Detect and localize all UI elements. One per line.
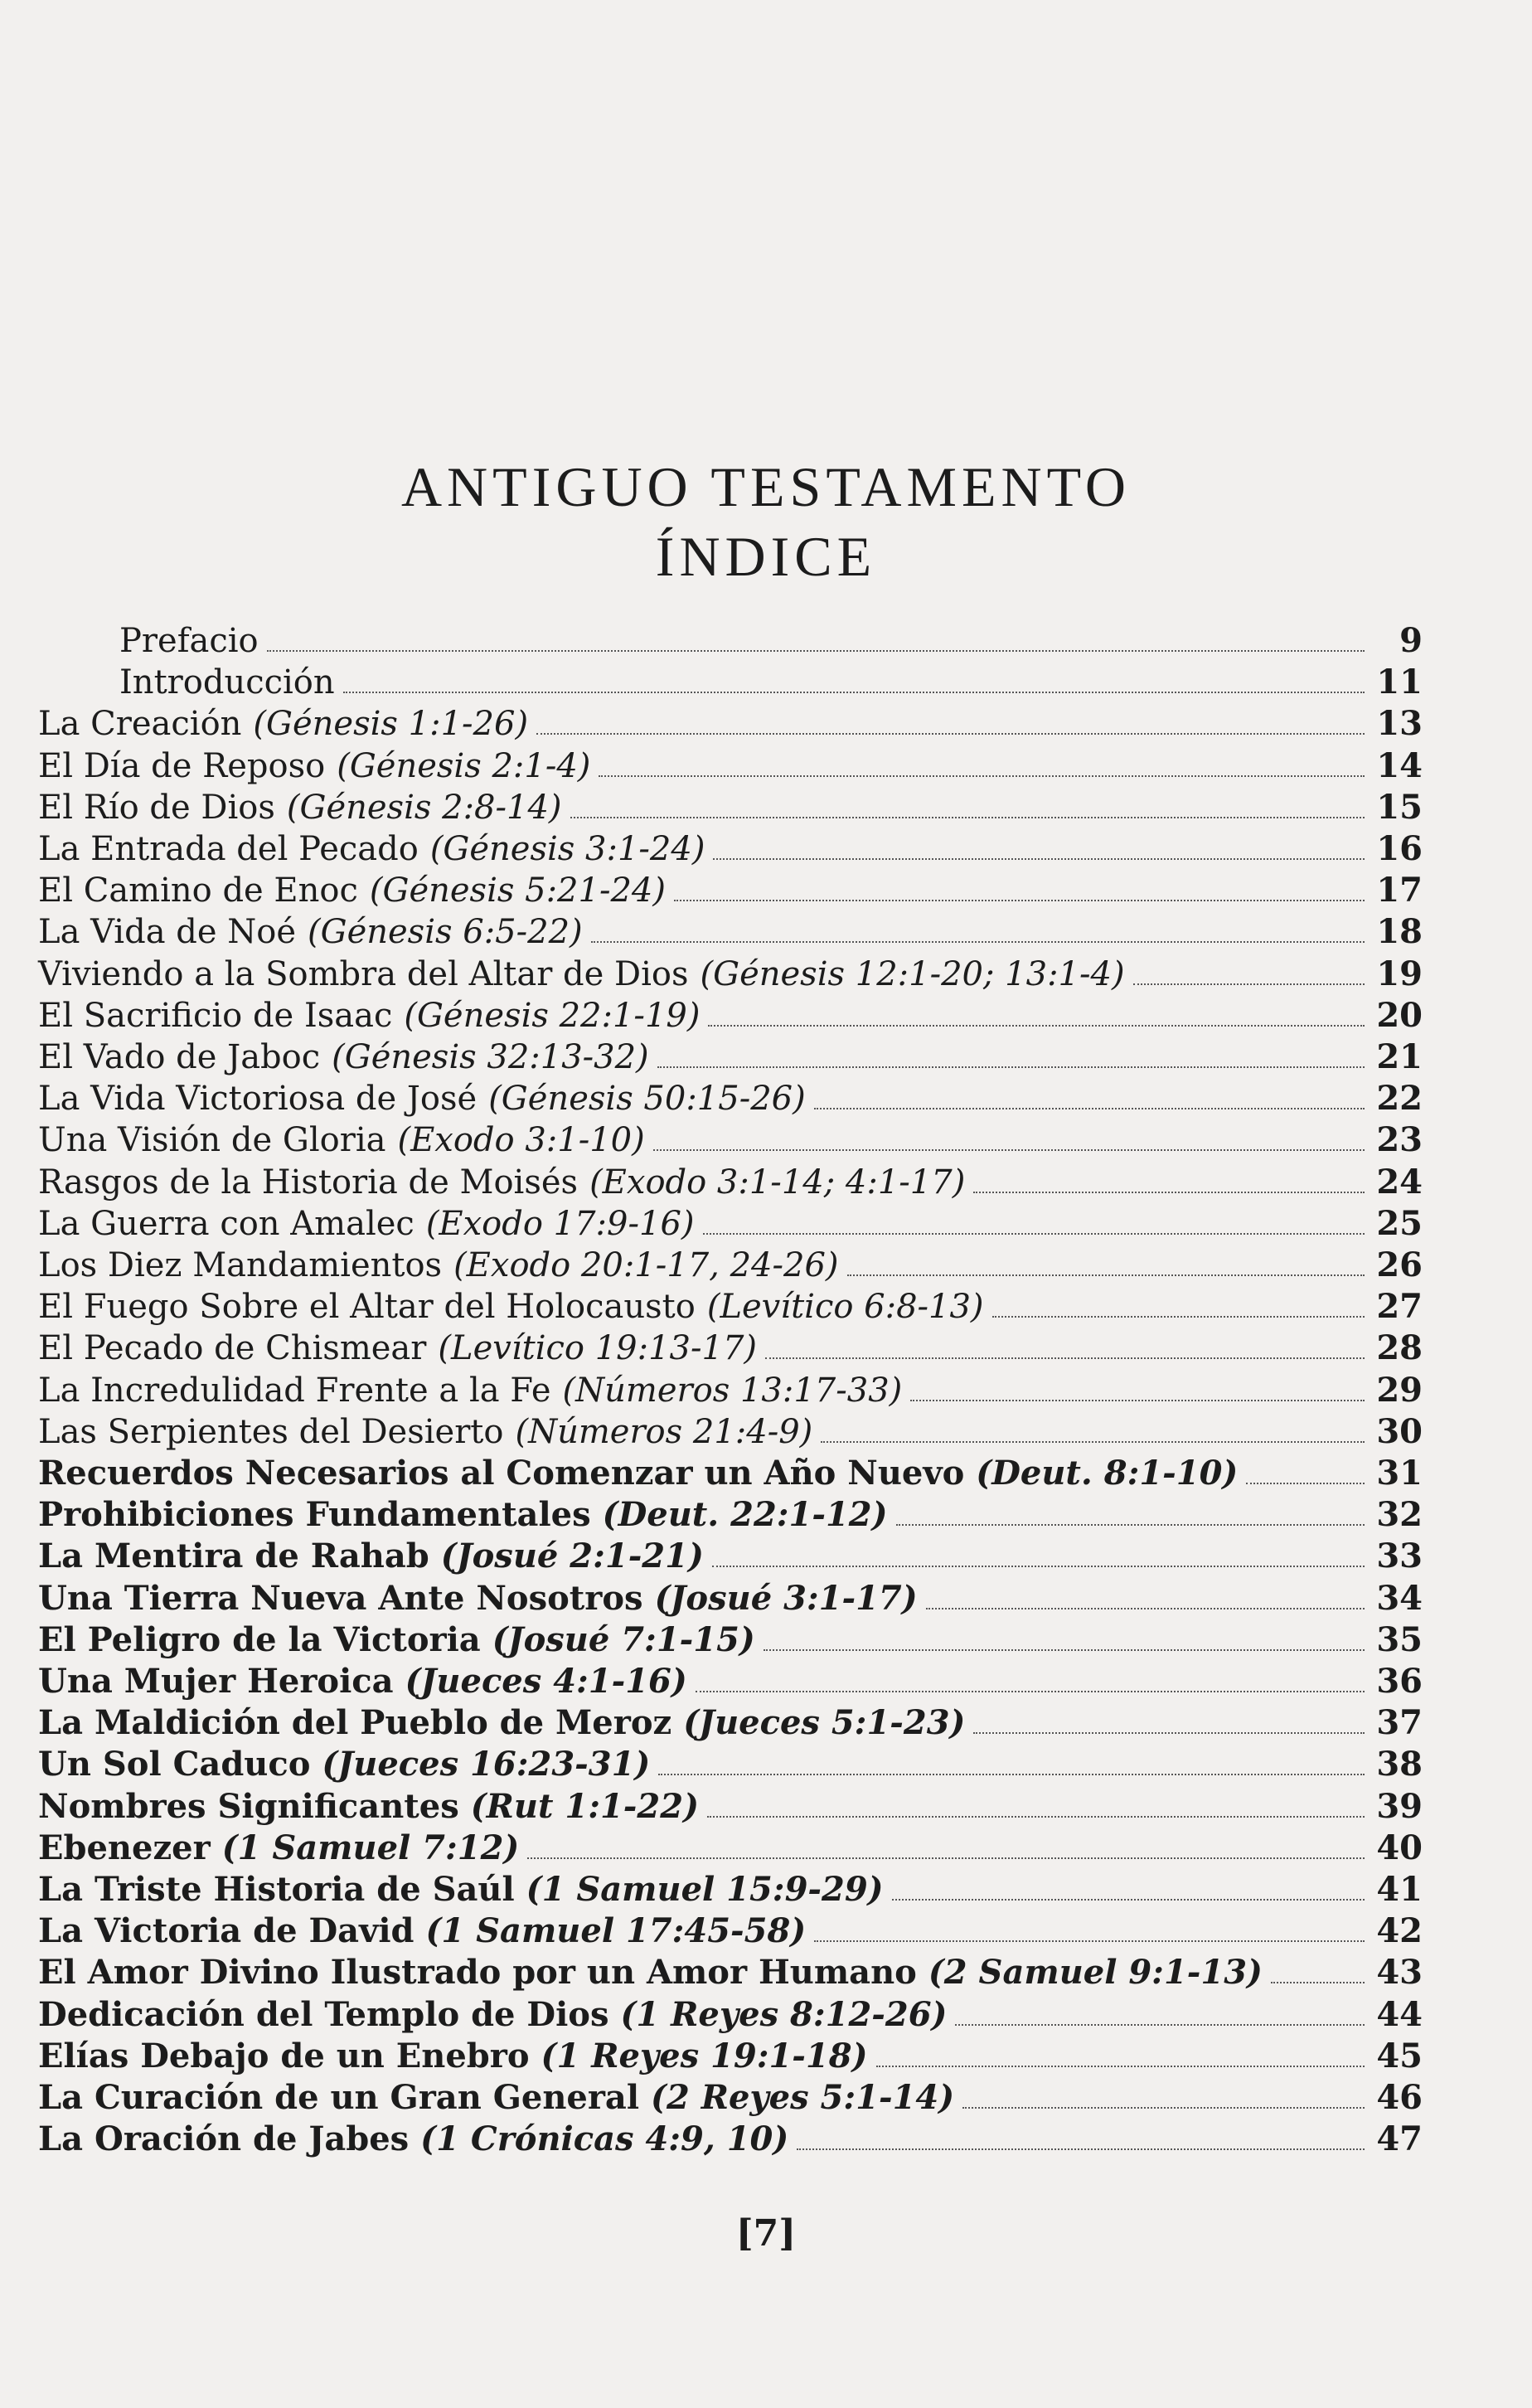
scripture-reference: (Génesis 5:21-24) bbox=[369, 871, 666, 910]
entry-title: La Entrada del Pecado bbox=[38, 830, 419, 868]
scripture-reference: (Números 13:17-33) bbox=[562, 1371, 903, 1410]
entry-page-number: 45 bbox=[1376, 2037, 1423, 2075]
entry-title: La Vida Victoriosa de José bbox=[38, 1080, 478, 1118]
dot-leader bbox=[892, 1899, 1365, 1901]
dot-leader bbox=[599, 775, 1365, 777]
scripture-reference: (1 Reyes 8:12-26) bbox=[620, 1995, 948, 2034]
entry-title: Una Visión de Gloria bbox=[38, 1121, 386, 1159]
toc-entry bbox=[119, 620, 1423, 662]
toc-entry bbox=[38, 1453, 1423, 1494]
dot-leader bbox=[527, 1857, 1365, 1859]
toc-entry bbox=[38, 1245, 1423, 1286]
entry-page-number: 34 bbox=[1376, 1579, 1423, 1618]
entry-title: Prefacio bbox=[119, 622, 259, 660]
toc-entry bbox=[38, 745, 1423, 787]
dot-leader bbox=[713, 858, 1365, 860]
scripture-reference: (Génesis 3:1-24) bbox=[429, 830, 705, 868]
entry-title: Prohibiciones Fundamentales bbox=[38, 1495, 591, 1534]
scripture-reference: (Jueces 5:1-23) bbox=[683, 1703, 966, 1742]
entry-title: El Camino de Enoc bbox=[38, 871, 358, 910]
toc-entry bbox=[38, 828, 1423, 870]
dot-leader bbox=[821, 1441, 1365, 1443]
page-number: [7] bbox=[735, 2212, 797, 2255]
toc-entry bbox=[119, 662, 1423, 703]
dot-leader bbox=[973, 1732, 1365, 1734]
entry-page-number: 13 bbox=[1376, 704, 1423, 743]
scripture-reference: (Génesis 6:5-22) bbox=[308, 913, 583, 951]
toc-entry bbox=[38, 703, 1423, 745]
entry-page-number: 39 bbox=[1376, 1787, 1423, 1826]
toc-entry bbox=[38, 1411, 1423, 1453]
toc-entry bbox=[38, 1786, 1423, 1828]
dot-leader bbox=[591, 941, 1365, 943]
entry-title: Una Tierra Nueva Ante Nosotros bbox=[38, 1579, 643, 1618]
entry-title: Ebenezer bbox=[38, 1828, 211, 1867]
entry-title: La Curación de un Gran General bbox=[38, 2078, 640, 2117]
toc-entry bbox=[38, 1037, 1423, 1078]
entry-title: Los Diez Mandamientos bbox=[38, 1246, 443, 1284]
scripture-reference: (Exodo 17:9-16) bbox=[425, 1205, 695, 1243]
dot-leader bbox=[707, 1816, 1365, 1818]
dot-leader bbox=[674, 900, 1365, 901]
scripture-reference: (Rut 1:1-22) bbox=[470, 1787, 699, 1826]
scripture-reference: (Exodo 3:1-14; 4:1-17) bbox=[589, 1163, 966, 1202]
entry-page-number: 17 bbox=[1376, 871, 1423, 910]
entry-title: El Sacrificio de Isaac bbox=[38, 997, 393, 1035]
entry-title: El Peligro de la Victoria bbox=[38, 1620, 481, 1659]
entry-page-number: 22 bbox=[1376, 1079, 1423, 1118]
entry-page-number: 42 bbox=[1376, 1911, 1423, 1950]
entry-title: La Mentira de Rahab bbox=[38, 1537, 429, 1575]
scripture-reference: (1 Crónicas 4:9, 10) bbox=[420, 2119, 789, 2158]
entry-page-number: 20 bbox=[1376, 996, 1423, 1035]
dot-leader bbox=[1246, 1483, 1365, 1484]
toc-entry bbox=[38, 870, 1423, 911]
dot-leader bbox=[696, 1691, 1365, 1692]
entry-page-number: 24 bbox=[1376, 1163, 1423, 1202]
entry-title: La Triste Historia de Saúl bbox=[38, 1870, 515, 1909]
entry-page-number: 46 bbox=[1376, 2078, 1423, 2117]
entry-page-number: 21 bbox=[1376, 1037, 1423, 1076]
scripture-reference: (Josué 2:1-21) bbox=[440, 1537, 704, 1575]
scripture-reference: (Génesis 32:13-32) bbox=[332, 1038, 649, 1076]
dot-leader bbox=[536, 733, 1365, 735]
scripture-reference: (2 Samuel 9:1-13) bbox=[928, 1953, 1263, 1992]
toc-entry bbox=[38, 1370, 1423, 1411]
toc-entry bbox=[38, 1702, 1423, 1744]
entry-page-number: 37 bbox=[1376, 1703, 1423, 1742]
toc-entry bbox=[38, 1744, 1423, 1785]
toc-entry bbox=[38, 1619, 1423, 1661]
entry-page-number: 19 bbox=[1376, 954, 1423, 993]
dot-leader bbox=[992, 1316, 1365, 1318]
entry-title: Recuerdos Necesarios al Comenzar un Año Nuevo bbox=[38, 1454, 965, 1493]
entry-page-number: 27 bbox=[1376, 1287, 1423, 1326]
toc-entry bbox=[38, 1162, 1423, 1203]
dot-leader bbox=[797, 2148, 1365, 2150]
toc-entry bbox=[38, 995, 1423, 1037]
dot-leader bbox=[847, 1274, 1365, 1276]
toc-entry bbox=[38, 1203, 1423, 1245]
entry-title: La Maldición del Pueblo de Meroz bbox=[38, 1703, 672, 1742]
section-heading: ANTIGUO TESTAMENTO bbox=[400, 455, 1132, 518]
dot-leader bbox=[910, 1400, 1365, 1401]
scripture-reference: (Deut. 22:1-12) bbox=[602, 1495, 888, 1534]
scripture-reference: (Números 21:4-9) bbox=[515, 1413, 813, 1451]
dot-leader bbox=[926, 1608, 1365, 1609]
toc-entry bbox=[38, 2119, 1423, 2160]
toc-entry bbox=[38, 1494, 1423, 1536]
entry-title: El Vado de Jaboc bbox=[38, 1038, 321, 1076]
scripture-reference: (Josué 7:1-15) bbox=[492, 1620, 755, 1659]
entry-page-number: 30 bbox=[1376, 1412, 1423, 1451]
scripture-reference: (Jueces 16:23-31) bbox=[322, 1745, 651, 1784]
dot-leader bbox=[955, 2024, 1365, 2026]
index-heading: ÍNDICE bbox=[655, 525, 877, 588]
entry-page-number: 25 bbox=[1376, 1204, 1423, 1243]
dot-leader bbox=[570, 817, 1365, 818]
dot-leader bbox=[876, 2066, 1365, 2067]
scripture-reference: (Josué 3:1-17) bbox=[654, 1579, 918, 1618]
scripture-reference: (1 Reyes 19:1-18) bbox=[541, 2037, 868, 2075]
toc-entry bbox=[38, 2077, 1423, 2119]
entry-page-number: 40 bbox=[1376, 1828, 1423, 1867]
scripture-reference: (1 Samuel 17:45-58) bbox=[425, 1911, 807, 1950]
entry-page-number: 43 bbox=[1376, 1953, 1423, 1992]
dot-leader bbox=[973, 1192, 1365, 1193]
entry-title: Viviendo a la Sombra del Altar de Dios bbox=[38, 955, 689, 993]
entry-page-number: 47 bbox=[1376, 2119, 1423, 2158]
toc-entry bbox=[38, 1661, 1423, 1702]
toc-entry bbox=[38, 1286, 1423, 1328]
dot-leader bbox=[712, 1566, 1365, 1567]
toc-entry bbox=[38, 1328, 1423, 1369]
entry-page-number: 33 bbox=[1376, 1537, 1423, 1575]
entry-title: Rasgos de la Historia de Moisés bbox=[38, 1163, 579, 1202]
dot-leader bbox=[267, 650, 1365, 652]
entry-page-number: 41 bbox=[1376, 1870, 1423, 1909]
dot-leader bbox=[708, 1025, 1365, 1027]
entry-title: La Guerra con Amalec bbox=[38, 1205, 415, 1243]
dot-leader bbox=[657, 1066, 1365, 1068]
scripture-reference: (Génesis 12:1-20; 13:1-4) bbox=[700, 955, 1125, 993]
scripture-reference: (1 Samuel 7:12) bbox=[221, 1828, 520, 1867]
entry-title: Las Serpientes del Desierto bbox=[38, 1413, 504, 1451]
dot-leader bbox=[814, 1108, 1365, 1109]
entry-title: El Fuego Sobre el Altar del Holocausto bbox=[38, 1288, 696, 1326]
entry-title: La Incredulidad Frente a la Fe bbox=[38, 1371, 551, 1410]
entry-page-number: 28 bbox=[1376, 1328, 1423, 1367]
dot-leader bbox=[343, 692, 1365, 693]
scripture-reference: (Génesis 22:1-19) bbox=[404, 997, 701, 1035]
scripture-reference: (Exodo 20:1-17, 24-26) bbox=[453, 1246, 839, 1284]
dot-leader bbox=[765, 1357, 1365, 1359]
scripture-reference: (Levítico 19:13-17) bbox=[438, 1329, 757, 1367]
scripture-reference: (Jueces 4:1-16) bbox=[405, 1662, 687, 1701]
scripture-reference: (1 Samuel 15:9-29) bbox=[526, 1870, 884, 1909]
entry-page-number: 31 bbox=[1376, 1454, 1423, 1493]
entry-title: El Día de Reposo bbox=[38, 747, 326, 785]
entry-title: La Vida de Noé bbox=[38, 913, 297, 951]
toc-entry bbox=[38, 787, 1423, 828]
toc-entry bbox=[38, 1536, 1423, 1577]
entry-page-number: 32 bbox=[1376, 1495, 1423, 1534]
dot-leader bbox=[703, 1233, 1365, 1235]
entry-title: La Creación bbox=[38, 705, 242, 743]
scripture-reference: (2 Reyes 5:1-14) bbox=[651, 2078, 955, 2117]
entry-page-number: 38 bbox=[1376, 1745, 1423, 1784]
entry-title: La Victoria de David bbox=[38, 1911, 415, 1950]
entry-page-number: 9 bbox=[1399, 621, 1423, 660]
toc-entry bbox=[38, 1078, 1423, 1119]
toc-entry bbox=[38, 1952, 1423, 1993]
scripture-reference: (Deut. 8:1-10) bbox=[976, 1454, 1239, 1493]
entry-title: Introducción bbox=[119, 663, 335, 702]
dot-leader bbox=[1133, 983, 1365, 985]
entry-page-number: 16 bbox=[1376, 829, 1423, 868]
toc-entry bbox=[38, 911, 1423, 953]
entry-page-number: 11 bbox=[1376, 663, 1423, 702]
toc-entry bbox=[38, 1578, 1423, 1619]
toc-entry bbox=[38, 1910, 1423, 1952]
dot-leader bbox=[658, 1774, 1365, 1775]
toc-entry bbox=[38, 1994, 1423, 2036]
scripture-reference: (Exodo 3:1-10) bbox=[397, 1121, 645, 1159]
entry-title: El Río de Dios bbox=[38, 789, 275, 827]
entry-page-number: 14 bbox=[1376, 746, 1423, 785]
dot-leader bbox=[653, 1149, 1365, 1151]
toc-entry bbox=[38, 2036, 1423, 2077]
toc-entry bbox=[38, 1119, 1423, 1161]
scripture-reference: (Levítico 6:8-13) bbox=[706, 1288, 984, 1326]
toc-entry bbox=[38, 954, 1423, 995]
dot-leader bbox=[764, 1649, 1365, 1651]
entry-page-number: 18 bbox=[1376, 912, 1423, 951]
entry-title: El Amor Divino Ilustrado por un Amor Humano bbox=[38, 1953, 917, 1992]
entry-page-number: 15 bbox=[1376, 788, 1423, 827]
entry-page-number: 44 bbox=[1376, 1995, 1423, 2034]
dot-leader bbox=[1271, 1982, 1365, 1983]
entry-title: Un Sol Caduco bbox=[38, 1745, 311, 1784]
entry-page-number: 23 bbox=[1376, 1120, 1423, 1159]
entry-page-number: 29 bbox=[1376, 1371, 1423, 1410]
toc-entry bbox=[38, 1869, 1423, 1910]
dot-leader bbox=[896, 1524, 1365, 1526]
entry-title: Nombres Significantes bbox=[38, 1787, 459, 1826]
entry-title: El Pecado de Chismear bbox=[38, 1329, 427, 1367]
entry-title: Una Mujer Heroica bbox=[38, 1662, 394, 1701]
entry-page-number: 36 bbox=[1376, 1662, 1423, 1701]
entry-title: Elías Debajo de un Enebro bbox=[38, 2037, 530, 2075]
scripture-reference: (Génesis 2:1-4) bbox=[337, 747, 591, 785]
scripture-reference: (Génesis 2:8-14) bbox=[286, 789, 562, 827]
scripture-reference: (Génesis 1:1-26) bbox=[253, 705, 529, 743]
entry-page-number: 35 bbox=[1376, 1620, 1423, 1659]
dot-leader bbox=[962, 2107, 1365, 2109]
entry-page-number: 26 bbox=[1376, 1245, 1423, 1284]
scripture-reference: (Génesis 50:15-26) bbox=[488, 1080, 806, 1118]
dot-leader bbox=[814, 1940, 1365, 1942]
entry-title: Dedicación del Templo de Dios bbox=[38, 1995, 609, 2034]
toc-entry bbox=[38, 1828, 1423, 1869]
entry-title: La Oración de Jabes bbox=[38, 2119, 410, 2158]
